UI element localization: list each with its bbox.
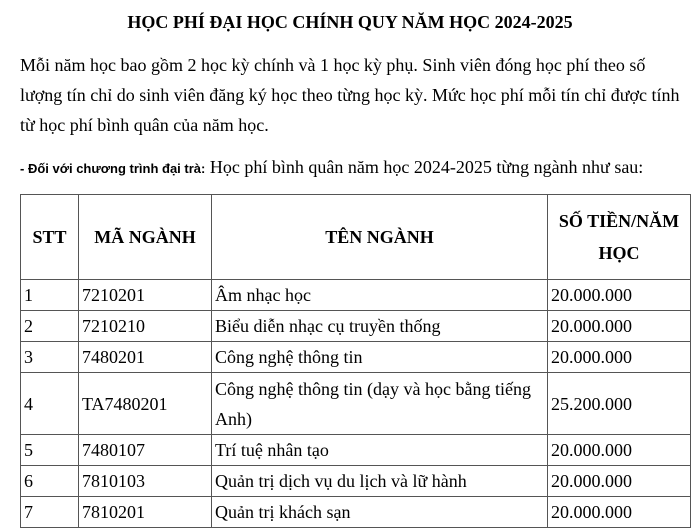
cell-name: Quản trị dịch vụ du lịch và lữ hành bbox=[212, 466, 548, 497]
cell-code: 7480201 bbox=[79, 342, 212, 373]
table-row bbox=[21, 466, 691, 497]
program-note bbox=[20, 154, 700, 182]
cell-name: Trí tuệ nhân tạo bbox=[212, 435, 548, 466]
cell-name: Quản trị khách sạn bbox=[212, 497, 548, 528]
header-code: MÃ NGÀNH bbox=[79, 195, 212, 280]
cell-code: 7480107 bbox=[79, 435, 212, 466]
tuition-table bbox=[20, 194, 691, 528]
cell-fee: 20.000.000 bbox=[548, 280, 691, 311]
header-fee: SỐ TIỀN/NĂM HỌC bbox=[548, 195, 691, 280]
cell-fee: 20.000.000 bbox=[548, 311, 691, 342]
cell-fee: 20.000.000 bbox=[548, 497, 691, 528]
cell-stt: 2 bbox=[21, 311, 79, 342]
cell-code: 7810201 bbox=[79, 497, 212, 528]
cell-stt: 7 bbox=[21, 497, 79, 528]
table-row bbox=[21, 497, 691, 528]
table-row bbox=[21, 342, 691, 373]
cell-code: TA7480201 bbox=[79, 373, 212, 435]
header-stt: STT bbox=[21, 195, 79, 280]
table-header-row bbox=[21, 195, 691, 280]
cell-fee: 20.000.000 bbox=[548, 342, 691, 373]
cell-fee: 25.200.000 bbox=[548, 373, 691, 435]
table-row bbox=[21, 435, 691, 466]
page-title: HỌC PHÍ ĐẠI HỌC CHÍNH QUY NĂM HỌC 2024-2025 bbox=[127, 12, 573, 32]
cell-code: 7810103 bbox=[79, 466, 212, 497]
cell-name: Biểu diễn nhạc cụ truyền thống bbox=[212, 311, 548, 342]
table-row bbox=[21, 373, 691, 435]
cell-fee: 20.000.000 bbox=[548, 435, 691, 466]
cell-stt: 3 bbox=[21, 342, 79, 373]
cell-stt: 5 bbox=[21, 435, 79, 466]
cell-name: Công nghệ thông tin bbox=[212, 342, 548, 373]
header-name: TÊN NGÀNH bbox=[212, 195, 548, 280]
cell-code: 7210210 bbox=[79, 311, 212, 342]
table-row bbox=[21, 280, 691, 311]
cell-name: Công nghệ thông tin (dạy và học bằng tiếng Anh) bbox=[212, 373, 548, 435]
table-row bbox=[21, 311, 691, 342]
cell-code: 7210201 bbox=[79, 280, 212, 311]
cell-fee: 20.000.000 bbox=[548, 466, 691, 497]
cell-name: Âm nhạc học bbox=[212, 280, 548, 311]
intro-paragraph: Mỗi năm học bao gồm 2 học kỳ chính và 1 học kỳ phụ. Sinh viên đóng học phí theo số lượng tín chỉ do sinh viên đăng ký học theo từng học kỳ. Mức học phí mỗi tín chỉ được tính từ học phí bình quân của năm học. bbox=[20, 55, 680, 135]
cell-stt: 1 bbox=[21, 280, 79, 311]
program-note-text: Học phí bình quân năm học 2024-2025 từng ngành như sau: bbox=[205, 157, 644, 177]
program-note-prefix: - Đối với chương trình đại trà: bbox=[20, 161, 206, 176]
cell-stt: 6 bbox=[21, 466, 79, 497]
cell-stt: 4 bbox=[21, 373, 79, 435]
